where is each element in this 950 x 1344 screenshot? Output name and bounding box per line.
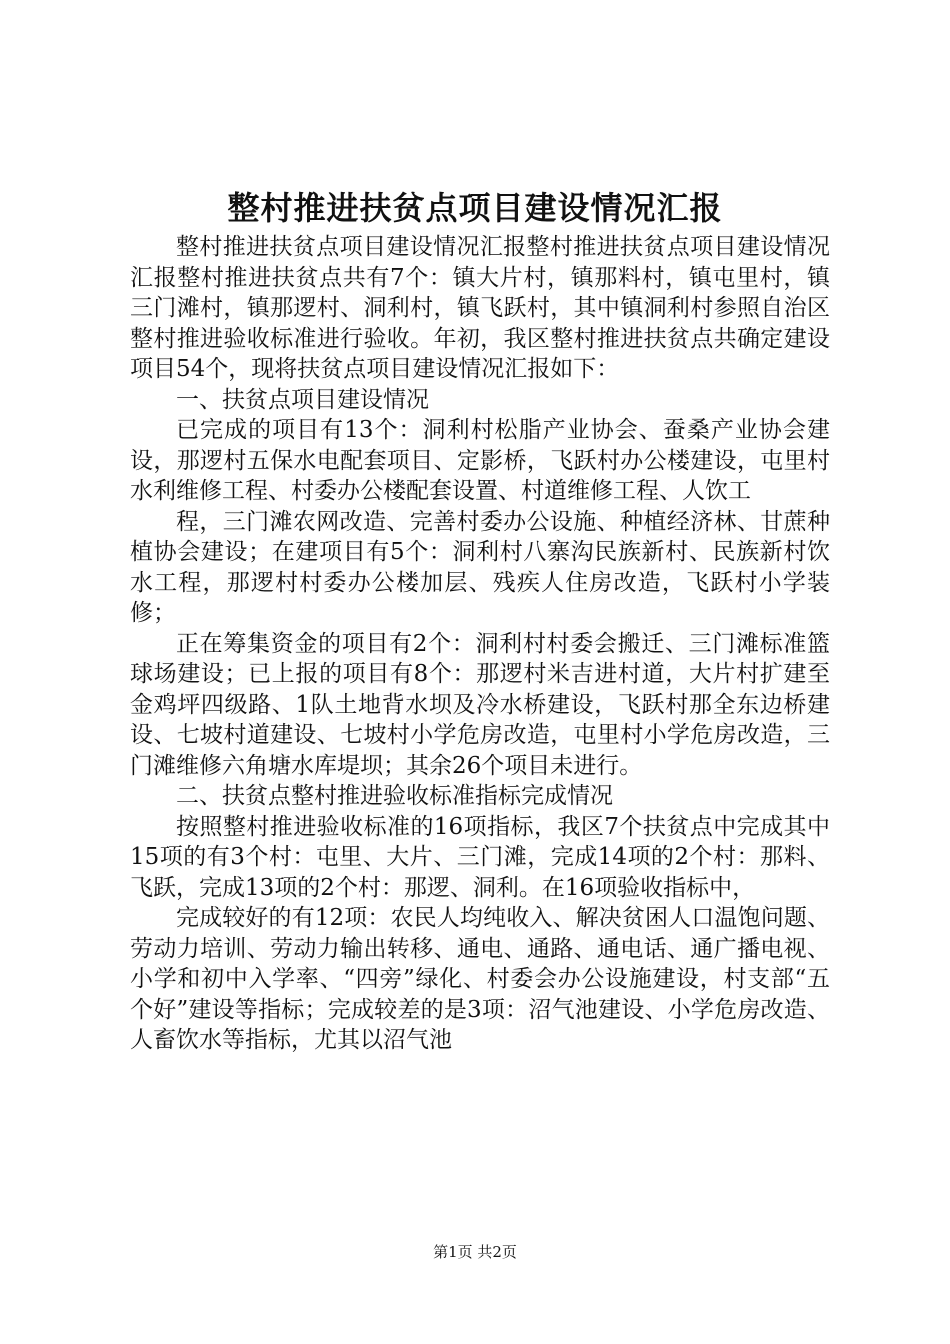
paragraph-intro: 整村推进扶贫点项目建设情况汇报整村推进扶贫点项目建设情况汇报整村推进扶贫点共有7个：镇大片村，镇那料村，镇屯里村，镇三门滩村，镇那逻村、洞利村，镇飞跃村，其中镇洞利村参照自治区整村推进验收标准进行验收。年初，我区整村推进扶贫点共确定建设项目54个，现将扶贫点项目建设情况汇报如下：: [130, 234, 830, 382]
section-heading-1: 一、扶贫点项目建设情况: [176, 386, 429, 413]
paragraph-indicator-details: 完成较好的有12项：农民人均纯收入、解决贫困人口温饱问题、劳动力培训、劳动力输出转移、通电、通路、通电话、通广播电视、小学和初中入学率、“四旁”绿化、村委会办公设施建设，村支部“五个好”建设等指标；完成较差的是3项：沼气池建设、小学危房改造、人畜饮水等指标，尤其以沼气池: [130, 905, 830, 1053]
page-number-footer: 第1页 共2页: [433, 1243, 517, 1261]
section-heading-2: 二、扶贫点整村推进验收标准指标完成情况: [176, 783, 613, 809]
paragraph-completed-projects: 已完成的项目有13个：洞利村松脂产业协会、蚕桑产业协会建设，那逻村五保水电配套项目、定影桥，飞跃村办公楼建设，屯里村水利维修工程、村委办公楼配套设置、村道维修工程、人饮工: [130, 417, 830, 504]
paragraph-pending-projects: 正在筹集资金的项目有2个：洞利村村委会搬迁、三门滩标准篮球场建设；已上报的项目有8个：那逻村米吉进村道，大片村扩建至金鸡坪四级路、1队土地背水坝及冷水桥建设，飞跃村那全东边桥建设、七坡村道建设、七坡村小学危房改造，屯里村小学危房改造，三门滩维修六角塘水库堤坝；其余26个项目未进行。: [130, 630, 830, 779]
paragraph-in-progress-projects: 程，三门滩农网改造、完善村委办公设施、种植经济林、甘蔗种植协会建设；在建项目有5个：洞利村八寨沟民族新村、民族新村饮水工程，那逻村村委办公楼加层、残疾人住房改造，飞跃村小学装修；: [130, 508, 830, 626]
document-body: [130, 232, 830, 1056]
document-title: 整村推进扶贫点项目建设情况汇报: [227, 189, 723, 227]
paragraph-indicator-summary: 按照整村推进验收标准的16项指标，我区7个扶贫点中完成其中15项的有3个村：屯里、大片、三门滩，完成14项的2个村：那料、飞跃，完成13项的2个村：那逻、洞利。在16项验收指标中，: [130, 813, 830, 901]
